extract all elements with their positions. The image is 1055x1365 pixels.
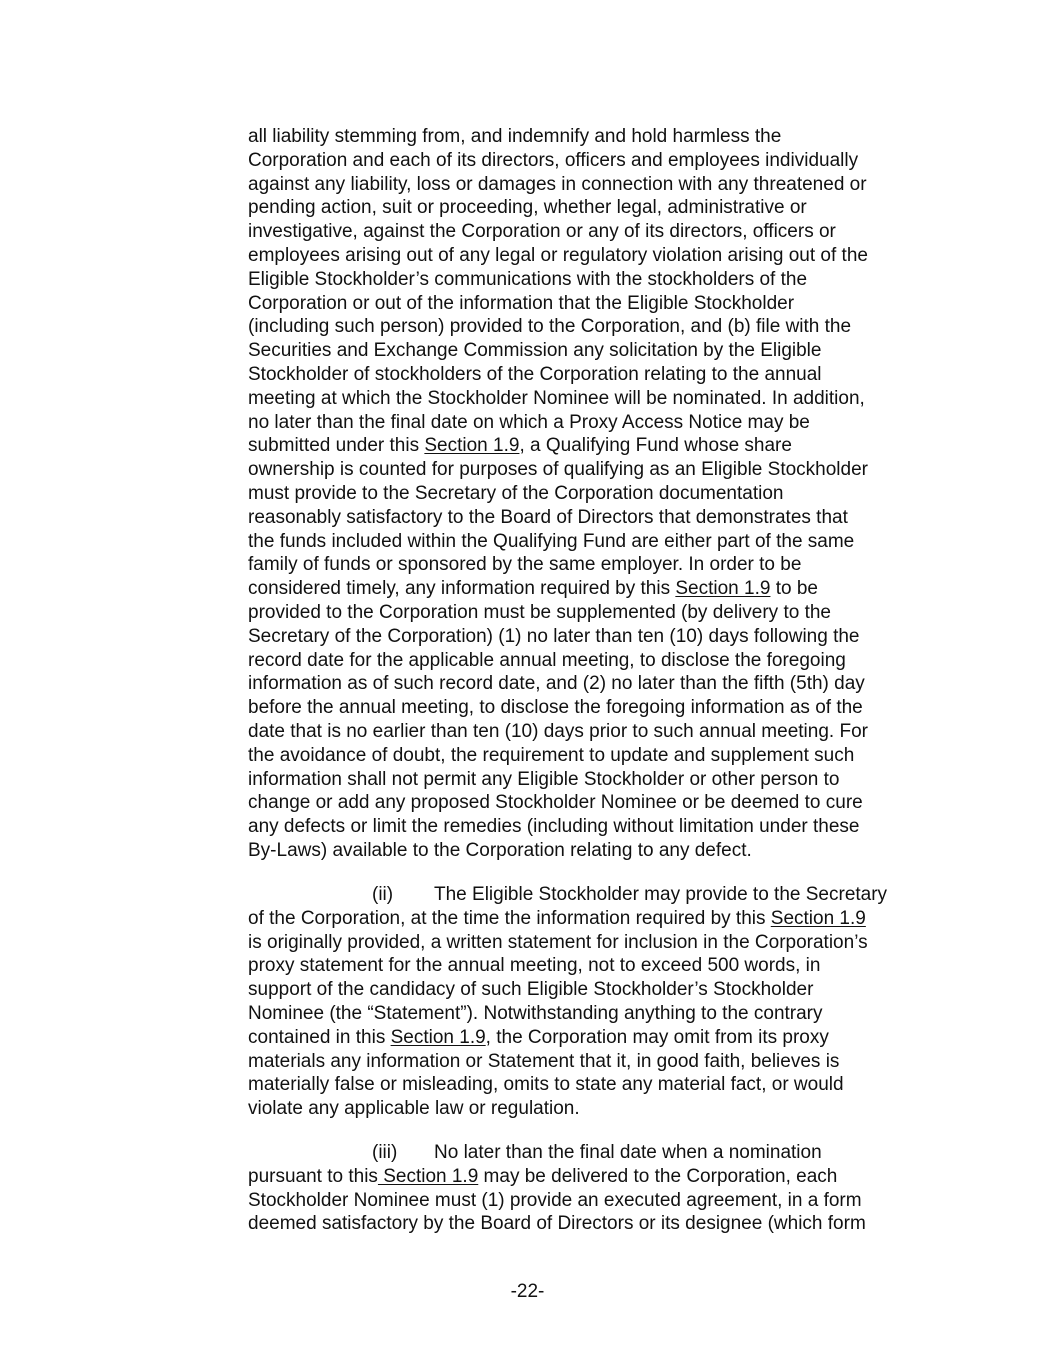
text-line: violate any applicable law or regulation. [248,1098,580,1120]
text-line: against any liability, loss or damages in connection with any threatened or [248,173,867,195]
text-line: proxy statement for the annual meeting, not to exceed 500 words, in [248,955,821,977]
text-line: the avoidance of doubt, the requirement to update and supplement such [248,744,855,766]
text-line [248,434,948,458]
text-line: Corporation and each of its directors, officers and employees individually [248,149,859,171]
text-line: employees arising out of any legal or regulatory violation arising out of the [248,244,868,266]
text-line: Eligible Stockholder’s communications with the stockholders of the [248,268,808,290]
text-line: provided to the Corporation must be supplemented (by delivery to the [248,601,831,623]
text-segment: to be [770,578,818,600]
text-line: ownership is counted for purposes of qualifying as an Eligible Stockholder [248,459,868,481]
text-line: meeting at which the Stockholder Nominee will be nominated. In addition, [248,387,865,409]
section-reference: Section 1.9 [770,907,866,929]
text-line: before the annual meeting, to disclose the foregoing information as of the [248,697,863,719]
text-line: By-Laws) available to the Corporation relating to any defect. [248,839,752,861]
text-line: (including such person) provided to the Corporation, and (b) file with the [248,316,852,338]
text-line: all liability stemming from, and indemnify and hold harmless the [248,126,782,147]
text-line: pending action, suit or proceeding, whether legal, administrative or [248,197,807,219]
text-line: date that is no earlier than ten (10) days prior to such annual meeting. For [248,720,868,742]
text-line: Secretary of the Corporation) (1) no later than ten (10) days following the [248,625,860,647]
text-line: reasonably satisfactory to the Board of Directors that demonstrates that [248,506,848,528]
text-line [248,1026,948,1050]
paragraph-continuation [248,125,948,863]
text-segment: of the Corporation, at the time the information required by this [248,907,771,929]
text-line [248,1141,948,1165]
text-segment: The Eligible Stockholder may provide to the Secretary [434,884,888,905]
text-line: family of funds or sponsored by the same employer. In order to be [248,554,802,576]
text-line: information as of such record date, and (2) no later than the fifth (5th) day [248,673,865,695]
text-segment: pursuant to this [248,1165,378,1187]
page-number: -22- [510,1281,545,1302]
text-line [248,577,948,601]
paragraph-number: (ii) [372,884,394,905]
text-line: Corporation or out of the information that the Eligible Stockholder [248,292,795,314]
text-line: support of the candidacy of such Eligible Stockholder’s Stockholder [248,979,814,1001]
text-segment: contained in this [248,1026,391,1048]
text-line: information shall not permit any Eligible Stockholder or other person to [248,768,840,790]
paragraph-iii [248,1141,948,1236]
paragraph-ii [248,883,948,1121]
text-line [248,907,948,931]
section-reference: Section 1.9 [390,1026,486,1048]
text-segment: No later than the final date when a nomination [434,1142,822,1163]
text-line: is originally provided, a written statement for inclusion in the Corporation’s [248,931,868,953]
text-line [248,1165,948,1189]
text-line: deemed satisfactory by the Board of Directors or its designee (which form [248,1213,866,1235]
text-line: Securities and Exchange Commission any solicitation by the Eligible [248,340,822,362]
text-line: materials any information or Statement that it, in good faith, believes is [248,1050,840,1072]
text-line [248,883,948,907]
text-segment: may be delivered to the Corporation, each [478,1165,838,1187]
text-segment: submitted under this [248,435,425,457]
text-segment: , a Qualifying Fund whose share [519,435,792,457]
paragraph-number: (iii) [372,1142,398,1163]
text-segment: , the Corporation may omit from its proxy [485,1026,829,1048]
section-reference: Section 1.9 [675,578,771,600]
text-line: any defects or limit the remedies (including without limitation under these [248,816,860,838]
text-line: must provide to the Secretary of the Corporation documentation [248,482,784,504]
text-line: record date for the applicable annual meeting, to disclose the foregoing [248,649,846,671]
text-line: Stockholder of stockholders of the Corporation relating to the annual [248,363,822,385]
text-line: the funds included within the Qualifying Fund are either part of the same [248,530,855,552]
text-line: investigative, against the Corporation or any of its directors, officers or [248,221,836,243]
text-line: Stockholder Nominee must (1) provide an executed agreement, in a form [248,1189,862,1211]
section-reference: Section 1.9 [377,1165,479,1187]
text-line: no later than the final date on which a Proxy Access Notice may be [248,411,810,433]
text-line: materially false or misleading, omits to state any material fact, or would [248,1074,844,1096]
text-segment: considered timely, any information required by this [248,578,676,600]
text-line: change or add any proposed Stockholder Nominee or be deemed to cure [248,792,863,814]
text-line: Nominee (the “Statement”). Notwithstanding anything to the contrary [248,1002,823,1024]
section-reference: Section 1.9 [424,435,520,457]
